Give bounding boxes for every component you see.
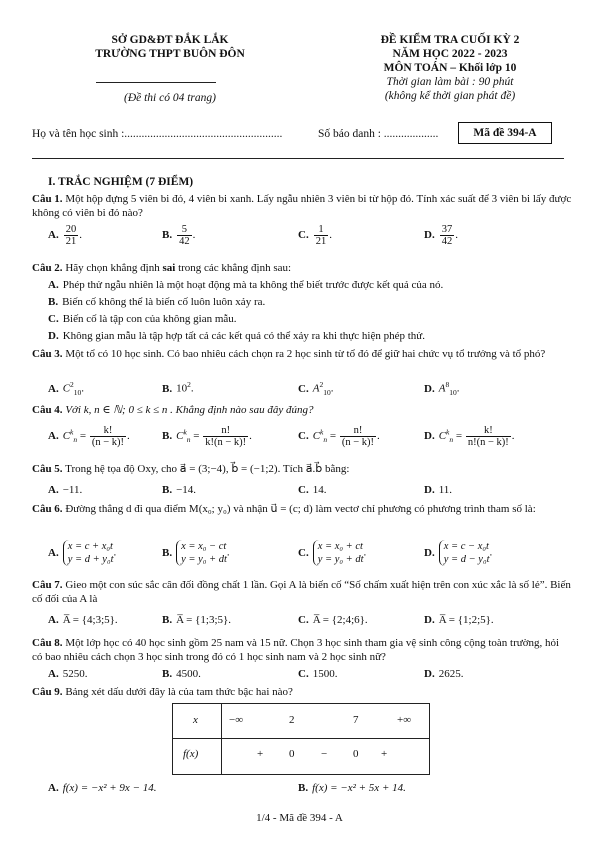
sign-table-x-label: x	[193, 714, 198, 726]
q7-option-c[interactable]: C. A̅ = {2;4;6}.	[298, 614, 368, 626]
school-year: NĂM HỌC 2022 - 2023	[392, 48, 508, 60]
q6-option-a[interactable]: A. x = c + x₀t y = d + y₀t .	[48, 541, 117, 565]
x-value: −∞	[229, 714, 244, 726]
q7-option-d[interactable]: D. A̅ = {1;2;5}.	[424, 614, 494, 626]
question-9: Câu 9. Bảng xét dấu dưới đây là của tam thức bậc hai nào?	[32, 686, 293, 698]
q3-option-a[interactable]: A. $C^2_{10}$.	[48, 380, 85, 397]
sign-value: −	[321, 748, 328, 760]
q8-option-b[interactable]: B. 4500.	[162, 668, 201, 680]
sign-value: 0	[289, 748, 295, 760]
sign-value: 0	[353, 748, 359, 760]
q5-option-b[interactable]: B. −14.	[162, 484, 197, 496]
q4-option-c[interactable]: C. $C^k_n$ = $\frac{n!}{(n - k)!}$ .	[298, 425, 380, 448]
q7-option-a[interactable]: A. A̅ = {4;3;5}.	[48, 614, 118, 626]
question-2: Câu 2. Hãy chọn khẳng định sai trong các khẳng định sau:	[32, 262, 292, 274]
q9-option-a[interactable]: A. f(x) = −x² + 9x − 14.	[48, 782, 157, 794]
exam-code-box: Mã đề 394-A	[458, 122, 552, 144]
q9-option-b[interactable]: B. f(x) = −x² + 5x + 14.	[298, 782, 406, 794]
question-4: Câu 4. Với k, n ∈ ℕ; 0 ≤ k ≤ n . Khẳng định nào sau đây đúng?	[32, 404, 314, 416]
q8-option-d[interactable]: D. 2625.	[424, 668, 464, 680]
q7-option-b[interactable]: B. A̅ = {1;3;5}.	[162, 614, 232, 626]
sign-value: +	[381, 748, 388, 760]
x-value: 7	[353, 714, 359, 726]
q8-option-c[interactable]: C. 1500.	[298, 668, 338, 680]
header-divider	[96, 82, 216, 83]
exam-title: ĐỀ KIỂM TRA CUỐI KỲ 2	[380, 34, 520, 46]
q1-option-d[interactable]: D. $\frac{37}{42}$ .	[424, 224, 458, 247]
student-divider	[32, 158, 564, 159]
q5-option-a[interactable]: A. −11.	[48, 484, 83, 496]
question-text: Một hộp đựng 5 viên bi đỏ, 4 viên bi xanh. Lấy ngẫu nhiên 3 viên bi từ hộp đó. Tính xác suất để 3 viên bi lấy được không có viên bi đỏ nào?	[32, 193, 572, 219]
q4-option-a[interactable]: A. $C^k_n$ = $\frac{k!}{(n - k)!}$ .	[48, 425, 130, 448]
question-6: Câu 6. Đường thẳng d đi qua điểm M(x₀; y₀) và nhận u⃗ = (c; d) làm vectơ chỉ phương có phương trình tham số là:	[32, 503, 536, 515]
subject: MÔN TOÁN – Khối lớp 10	[383, 62, 517, 74]
student-name-field: Họ và tên học sinh :.......................................................	[32, 128, 283, 140]
q8-option-a[interactable]: A. 5250.	[48, 668, 88, 680]
sign-table	[172, 703, 430, 775]
question-3: Câu 3. Một tổ có 10 học sinh. Có bao nhiêu cách chọn ra 2 học sinh từ tổ đó để giữ hai chức vụ tổ trưởng và tổ phó?	[32, 348, 546, 360]
q3-option-c[interactable]: C. $A^2_{10}$.	[298, 380, 334, 397]
q2-option-c[interactable]: C. Biến cố là tập con của không gian mẫu.	[48, 313, 237, 325]
q3-option-d[interactable]: D. $A^8_{10}$.	[424, 380, 460, 397]
q2-option-d[interactable]: D. Không gian mẫu là tập hợp tất cả các kết quả có thể xảy ra khi thực hiện phép thử.	[48, 330, 425, 342]
q5-option-d[interactable]: D. 11.	[424, 484, 453, 496]
question-5: Câu 5. Trong hệ tọa độ Oxy, cho a⃗ = (3;−4), b⃗ = (−1;2). Tích a⃗.b⃗ bằng:	[32, 463, 350, 475]
q1-option-a[interactable]: A. $\frac{20}{21}$ .	[48, 224, 82, 247]
page-footer: 1/4 - Mã đề 394 - A	[256, 812, 343, 824]
section-heading: I. TRẮC NGHIỆM (7 ĐIỂM)	[48, 176, 194, 188]
q3-option-b[interactable]: B. $10^2$.	[162, 380, 194, 395]
question-7: Câu 7. Gieo một con súc sắc cân đối đồng chất 1 lần. Gọi A là biến cố “Số chấm xuất hiện trên con xúc xắc là số lẻ”. Biến cố đối của A là	[32, 579, 571, 605]
question-label: Câu 1.	[32, 193, 63, 205]
sign-table-fx-label: f(x)	[183, 748, 199, 760]
q2-option-a[interactable]: A. Phép thử ngẫu nhiên là một hoạt động mà ta không thể biết trước được kết quả của nó.	[48, 279, 444, 291]
school-department: SỞ GD&ĐT ĐẮK LẮK	[111, 34, 229, 46]
school-name: TRƯỜNG THPT BUÔN ĐÔN	[95, 48, 245, 60]
student-id-field: Số báo danh : ...................	[318, 128, 439, 140]
q6-option-d[interactable]: D. x = c − x₀t y = d − y₀t .	[424, 541, 493, 565]
duration-note: (không kể thời gian phát đề)	[384, 90, 516, 102]
q4-option-b[interactable]: B. $C^k_n$ = $\frac{n!}{k!(n - k)!}$ .	[162, 425, 252, 448]
duration: Thời gian làm bài : 90 phút	[386, 76, 514, 88]
q1-option-c[interactable]: C. $\frac{1}{21}$ .	[298, 224, 332, 247]
q5-option-c[interactable]: C. 14.	[298, 484, 327, 496]
question-1	[32, 192, 572, 220]
q4-option-d[interactable]: D. $C^k_n$ = $\frac{k!}{n!(n - k)!}$ .	[424, 425, 515, 448]
q2-option-b[interactable]: B. Biến cố không thể là biến cố luôn luôn xảy ra.	[48, 296, 266, 308]
x-value: 2	[289, 714, 295, 726]
question-8: Câu 8. Một lớp học có 40 học sinh gồm 25 nam và 15 nữ. Chọn 3 học sinh tham gia vệ sinh công cộng toàn trường, hỏi có bao nhiêu cách chọn 3 học sinh trong đó có 1 học sinh nam và 2 học sinh nữ?	[32, 637, 560, 663]
q6-option-b[interactable]: B. x = x₀ − ct y = y₀ + dt .	[162, 541, 230, 565]
q1-option-b[interactable]: B. $\frac{5}{42}$ .	[162, 224, 196, 247]
page-count-note: (Đề thi có 04 trang)	[124, 92, 216, 104]
q6-option-c[interactable]: C. x = x₀ + ct y = y₀ + dt .	[298, 541, 367, 565]
sign-value: +	[257, 748, 264, 760]
x-value: +∞	[397, 714, 412, 726]
